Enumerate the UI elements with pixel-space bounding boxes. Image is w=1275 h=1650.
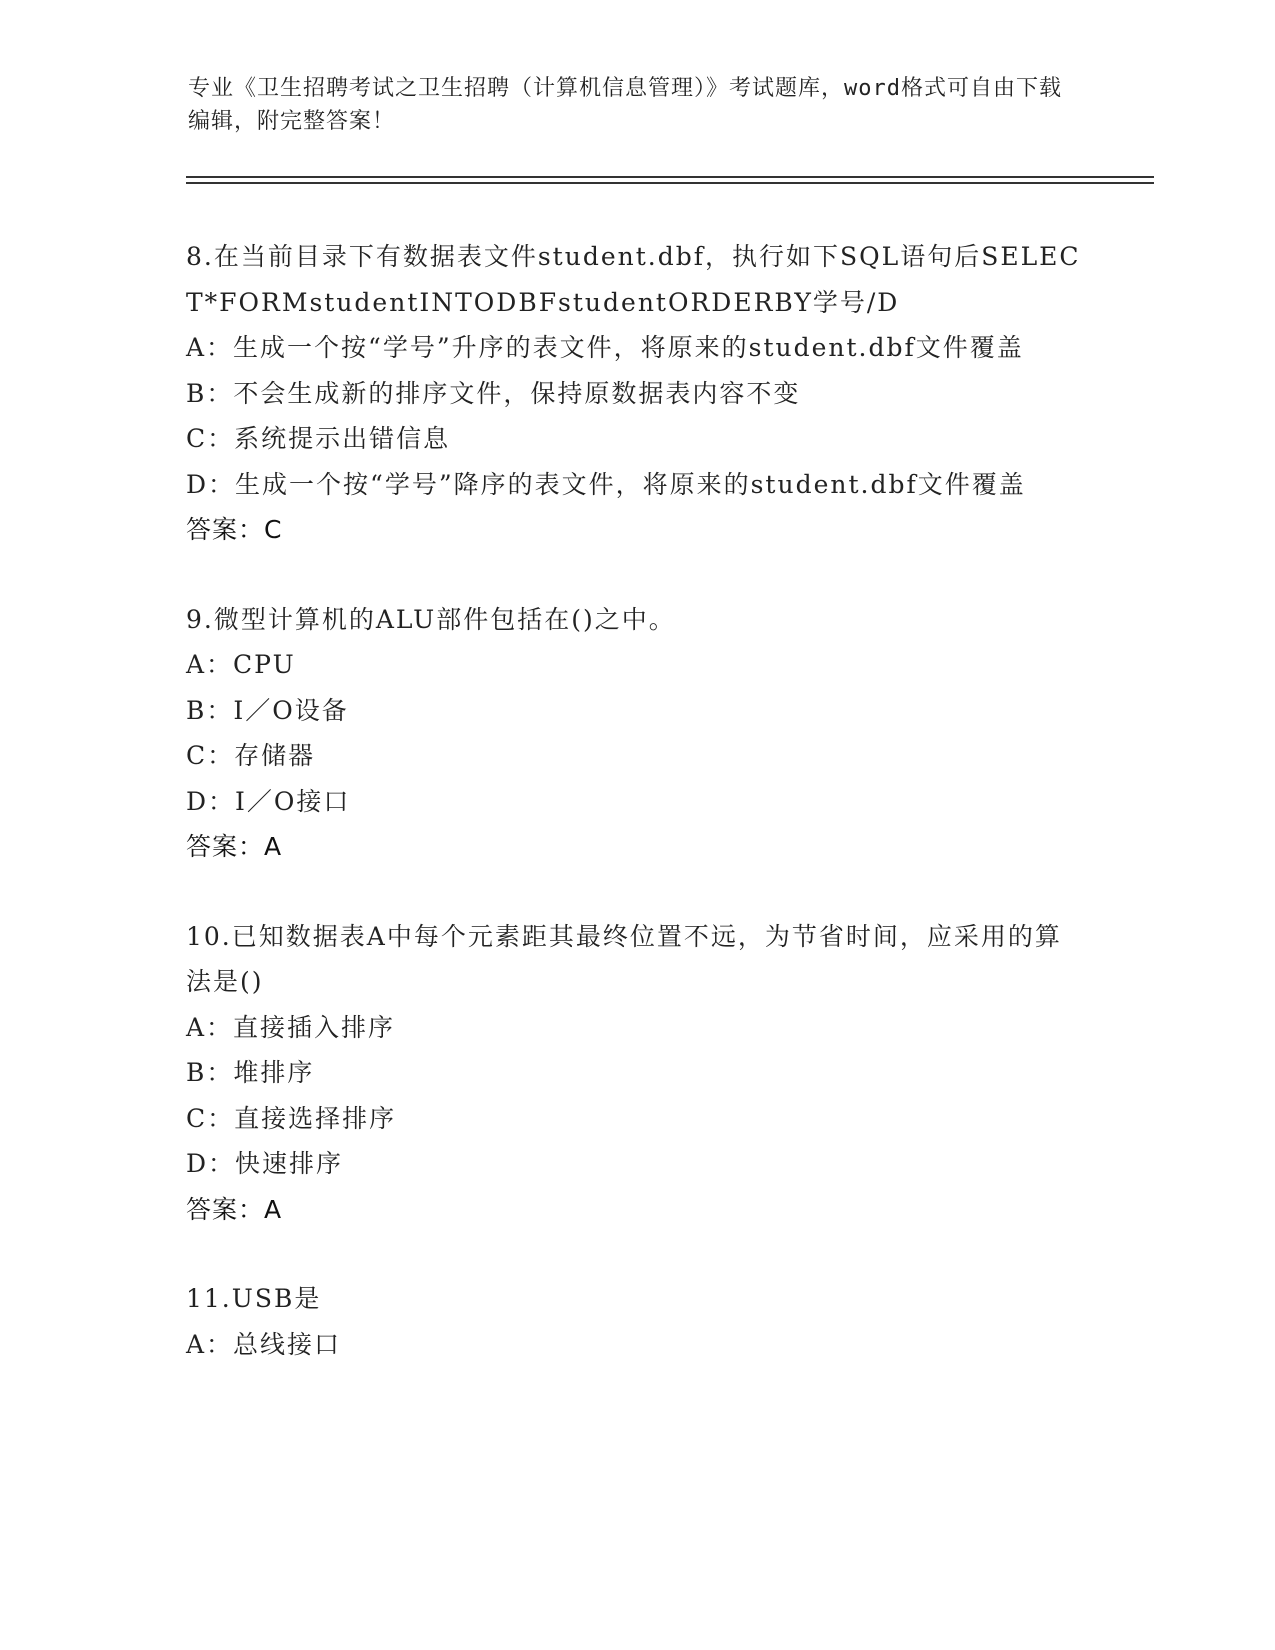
header-divider-bottom [186,182,1154,184]
option-c: C：直接选择排序 [186,1103,397,1133]
answer-label: 答案：A [186,1194,283,1224]
question-stem: 10.已知数据表A中每个元素距其最终位置不远，为节省时间，应采用的算法是() [186,921,1062,996]
header-divider-top [186,176,1154,178]
question-11 [186,1276,1086,1367]
option-d: D：快速排序 [186,1149,344,1178]
option-a: A：生成一个按“学号”升序的表文件，将原来的student.dbf文件覆盖 [186,333,1024,362]
option-b: B：I／O设备 [186,695,349,725]
document-header-intro: 专业《卫生招聘考试之卫生招聘（计算机信息管理）》考试题库，word格式可自由下载编辑，附完整答案！ [188,76,1062,134]
question-10 [186,914,1086,1233]
question-8 [186,234,1086,553]
option-a: A：直接插入排序 [186,1012,396,1042]
question-9 [186,597,1086,870]
question-list [186,234,1086,1411]
option-d: D：I／O接口 [186,786,351,816]
option-a: A：总线接口 [186,1329,342,1359]
option-d: D：生成一个按“学号”降序的表文件，将原来的student.dbf文件覆盖 [186,469,1026,499]
answer-label: 答案：C [186,515,283,544]
question-stem: 9.微型计算机的ALU部件包括在()之中。 [186,604,676,634]
question-stem: 8.在当前目录下有数据表文件student.dbf，执行如下SQL语句后SELECT*FORMstudentINTODBFstudentORDERBY学号/D [186,242,1081,317]
option-c: C：系统提示出错信息 [186,424,451,453]
answer-label: 答案：A [186,832,283,861]
option-c: C：存储器 [186,741,316,770]
option-b: B：堆排序 [186,1058,315,1087]
option-b: B：不会生成新的排序文件，保持原数据表内容不变 [186,378,801,408]
option-a: A：CPU [186,650,296,679]
question-stem: 11.USB是 [186,1284,322,1313]
